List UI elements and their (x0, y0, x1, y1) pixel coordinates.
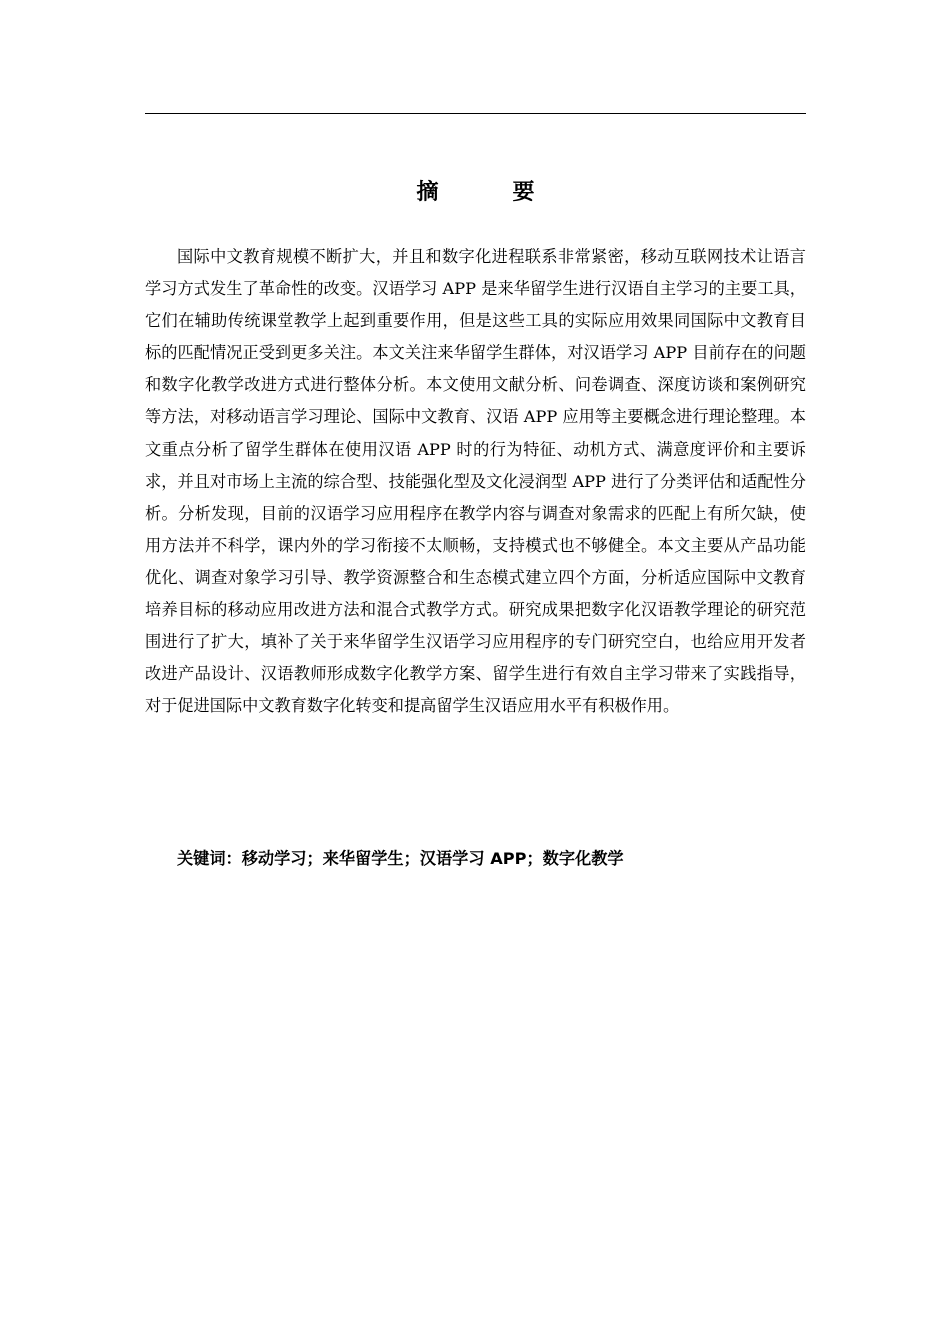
abstract-title: 摘 要 (416, 180, 561, 205)
keywords-line (177, 844, 806, 874)
keywords-values: 移动学习；来华留学生；汉语学习 APP；数字化教学 (241, 849, 624, 868)
keywords-label: 关键词： (177, 849, 242, 868)
header-rule (145, 113, 806, 114)
abstract-paragraph: 国际中文教育规模不断扩大，并且和数字化进程联系非常紧密，移动互联网技术让语言学习方式发生了革命性的改变。汉语学习 APP 是来华留学生进行汉语自主学习的主要工具，它们在辅助传统课堂教学上起到重要作用，但是这些工具的实际应用效果同国际中文教育目标的匹配情况正受到更多关注。本文关注来华留学生群体，对汉语学习 APP 目前存在的问题和数字化教学改进方式进行整体分析。本文使用文献分析、问卷调查、深度访谈和案例研究等方法，对移动语言学习理论、国际中文教育、汉语 APP 应用等主要概念进行理论整理。本文重点分析了留学生群体在使用汉语 APP 时的行为特征、动机方式、满意度评价和主要诉求，并且对市场上主流的综合型、技能强化型及文化浸润型 APP 进行了分类评估和适配性分析。分析发现，目前的汉语学习应用程序在教学内容与调查对象需求的匹配上有所欠缺，使用方法并不科学，课内外的学习衔接不太顺畅，支持模式也不够健全。本文主要从产品功能优化、调查对象学习引导、教学资源整合和生态模式建立四个方面，分析适应国际中文教育培养目标的移动应用改进方法和混合式教学方式。研究成果把数字化汉语教学理论的研究范围进行了扩大，填补了关于来华留学生汉语学习应用程序的专门研究空白，也给应用开发者改进产品设计、汉语教师形成数字化教学方案、留学生进行有效自主学习带来了实践指导，对于促进国际中文教育数字化转变和提高留学生汉语应用水平有积极作用。 (145, 247, 806, 716)
